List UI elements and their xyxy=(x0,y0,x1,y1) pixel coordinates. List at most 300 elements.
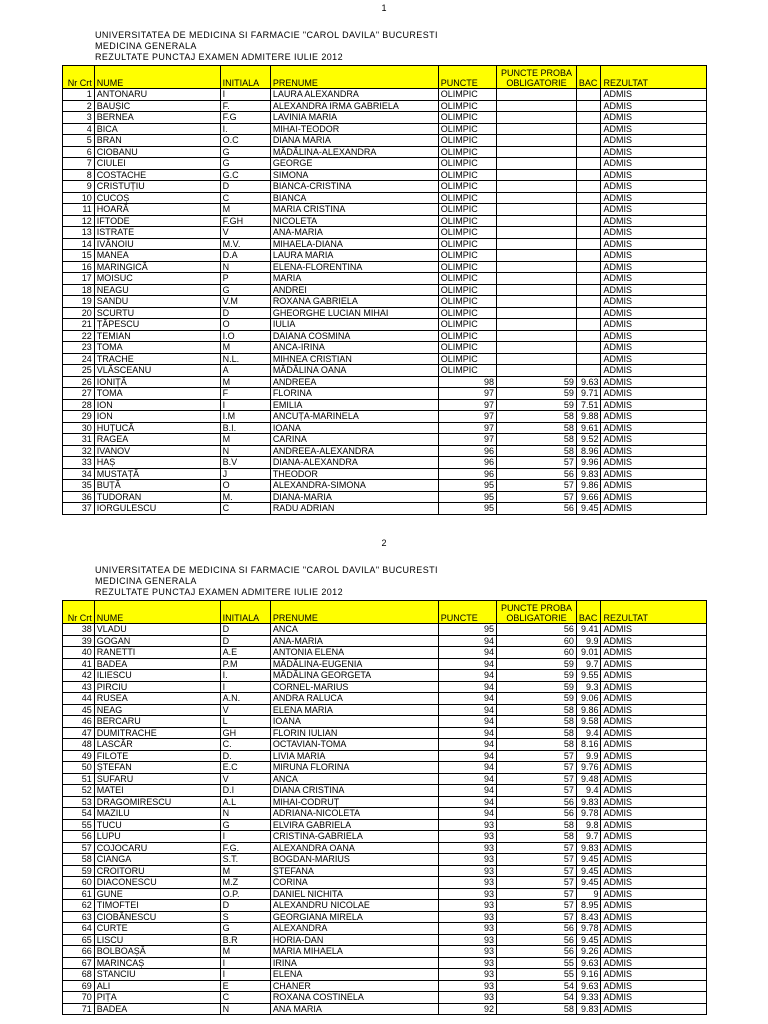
cell-initiala: G.C xyxy=(220,169,270,181)
cell-bac xyxy=(576,100,601,112)
cell-prenume: FLORIN IULIAN xyxy=(270,727,438,739)
col-prenume: PRENUME xyxy=(270,66,438,89)
cell-rezultat: ADMIS xyxy=(601,716,707,728)
cell-rezultat: ADMIS xyxy=(601,123,707,135)
cell-rezultat: ADMIS xyxy=(601,192,707,204)
cell-bac xyxy=(576,192,601,204)
table-row xyxy=(63,716,707,728)
cell-nr: 28 xyxy=(63,399,95,411)
cell-nume: MANEA xyxy=(94,250,220,262)
cell-prenume: ANDRA RALUCA xyxy=(270,693,438,705)
header-university: UNIVERSITATEA DE MEDICINA SI FARMACIE "CAROL DAVILA" BUCURESTI xyxy=(95,565,438,575)
cell-puncte: 93 xyxy=(438,865,496,877)
cell-puncte: OLIMPIC xyxy=(438,169,496,181)
cell-rezultat: ADMIS xyxy=(601,785,707,797)
cell-obligatorie: 57 xyxy=(497,865,577,877)
cell-bac: 9.06 xyxy=(576,693,601,705)
cell-bac: 8.95 xyxy=(576,900,601,912)
cell-nume: LISCU xyxy=(94,934,220,946)
cell-bac: 9.76 xyxy=(576,762,601,774)
cell-obligatorie: 58 xyxy=(497,704,577,716)
cell-nume: GOGAN xyxy=(94,635,220,647)
cell-initiala: C xyxy=(220,192,270,204)
cell-initiala: A.N. xyxy=(220,693,270,705)
table-row xyxy=(63,750,707,762)
cell-initiala: C. xyxy=(220,739,270,751)
cell-nr: 10 xyxy=(63,192,95,204)
cell-initiala: S xyxy=(220,911,270,923)
table-header-row xyxy=(63,601,707,624)
cell-obligatorie: 57 xyxy=(497,900,577,912)
cell-nume: TRACHE xyxy=(94,353,220,365)
cell-puncte: 94 xyxy=(438,693,496,705)
cell-initiala: I.O xyxy=(220,330,270,342)
cell-rezultat: ADMIS xyxy=(601,911,707,923)
cell-prenume: DIANA CRISTINA xyxy=(270,785,438,797)
cell-bac: 9.58 xyxy=(576,716,601,728)
cell-bac: 9.26 xyxy=(576,946,601,958)
table-row xyxy=(63,434,707,446)
col-obligatorie: PUNCTE PROBA OBLIGATORIE xyxy=(497,601,577,624)
cell-puncte: 93 xyxy=(438,900,496,912)
table-row xyxy=(63,480,707,492)
col-initiala: INITIALA xyxy=(220,601,270,624)
cell-nr: 4 xyxy=(63,123,95,135)
cell-initiala: F.G xyxy=(220,112,270,124)
cell-obligatorie: 56 xyxy=(497,796,577,808)
cell-nr: 70 xyxy=(63,992,95,1004)
cell-nume: IVANOV xyxy=(94,445,220,457)
cell-obligatorie xyxy=(497,330,577,342)
cell-prenume: GHEORGHE LUCIAN MIHAI xyxy=(270,307,438,319)
cell-prenume: ANDREEA xyxy=(270,376,438,388)
cell-puncte: 95 xyxy=(438,480,496,492)
cell-prenume: OCTAVIAN-TOMA xyxy=(270,739,438,751)
cell-rezultat: ADMIS xyxy=(601,681,707,693)
cell-puncte: 94 xyxy=(438,670,496,682)
cell-rezultat: ADMIS xyxy=(601,411,707,423)
cell-bac xyxy=(576,238,601,250)
cell-prenume: ANDREEA-ALEXANDRA xyxy=(270,445,438,457)
cell-nume: DRAGOMIRESCU xyxy=(94,796,220,808)
col-nume: NUME xyxy=(94,601,220,624)
cell-puncte: OLIMPIC xyxy=(438,273,496,285)
cell-initiala: O.C xyxy=(220,135,270,147)
table-row xyxy=(63,946,707,958)
cell-nume: ION xyxy=(94,411,220,423)
table-row xyxy=(63,215,707,227)
table-row xyxy=(63,192,707,204)
cell-nr: 58 xyxy=(63,854,95,866)
cell-rezultat: ADMIS xyxy=(601,215,707,227)
cell-nume: RUSEA xyxy=(94,693,220,705)
cell-rezultat: ADMIS xyxy=(601,457,707,469)
cell-nr: 40 xyxy=(63,647,95,659)
cell-obligatorie xyxy=(497,89,577,101)
cell-bac: 9.66 xyxy=(576,491,601,503)
cell-bac: 9.45 xyxy=(576,503,601,515)
cell-puncte: 93 xyxy=(438,911,496,923)
cell-obligatorie: 57 xyxy=(497,750,577,762)
header-faculty: MEDICINA GENERALA xyxy=(95,41,197,51)
cell-bac xyxy=(576,204,601,216)
cell-puncte: 92 xyxy=(438,1003,496,1015)
cell-initiala: D xyxy=(220,900,270,912)
table-row xyxy=(63,819,707,831)
cell-initiala: N xyxy=(220,1003,270,1015)
cell-puncte: OLIMPIC xyxy=(438,100,496,112)
cell-nr: 32 xyxy=(63,445,95,457)
cell-nume: GUNE xyxy=(94,888,220,900)
cell-rezultat: ADMIS xyxy=(601,796,707,808)
cell-nr: 8 xyxy=(63,169,95,181)
table-row xyxy=(63,503,707,515)
cell-nr: 31 xyxy=(63,434,95,446)
cell-obligatorie xyxy=(497,296,577,308)
cell-rezultat: ADMIS xyxy=(601,135,707,147)
cell-nume: TIMOFTEI xyxy=(94,900,220,912)
cell-prenume: MIHAELA-DIANA xyxy=(270,238,438,250)
cell-puncte: OLIMPIC xyxy=(438,284,496,296)
cell-initiala: C xyxy=(220,503,270,515)
table-header-row xyxy=(63,66,707,89)
table-row xyxy=(63,468,707,480)
table-row xyxy=(63,491,707,503)
cell-bac: 9.78 xyxy=(576,808,601,820)
table-row xyxy=(63,250,707,262)
cell-nume: IFTODE xyxy=(94,215,220,227)
cell-puncte: OLIMPIC xyxy=(438,204,496,216)
cell-bac xyxy=(576,330,601,342)
cell-bac: 9.16 xyxy=(576,969,601,981)
cell-nume: DIACONESCU xyxy=(94,877,220,889)
cell-rezultat: ADMIS xyxy=(601,296,707,308)
cell-nume: SUFARU xyxy=(94,773,220,785)
cell-obligatorie: 54 xyxy=(497,992,577,1004)
table-row xyxy=(63,877,707,889)
cell-obligatorie xyxy=(497,250,577,262)
table-row xyxy=(63,635,707,647)
cell-nr: 37 xyxy=(63,503,95,515)
cell-prenume: MARIA CRISTINA xyxy=(270,204,438,216)
col-rezultat: REZULTAT xyxy=(601,601,707,624)
cell-obligatorie xyxy=(497,307,577,319)
cell-nume: BERNEA xyxy=(94,112,220,124)
cell-prenume: ROXANA GABRIELA xyxy=(270,296,438,308)
cell-nr: 15 xyxy=(63,250,95,262)
cell-initiala: V xyxy=(220,704,270,716)
cell-rezultat: ADMIS xyxy=(601,468,707,480)
cell-bac: 9.48 xyxy=(576,773,601,785)
cell-puncte: 98 xyxy=(438,376,496,388)
cell-puncte: 93 xyxy=(438,888,496,900)
cell-bac: 8.96 xyxy=(576,445,601,457)
cell-nume: SANDU xyxy=(94,296,220,308)
cell-nr: 7 xyxy=(63,158,95,170)
cell-puncte: 94 xyxy=(438,716,496,728)
table-row xyxy=(63,808,707,820)
cell-puncte: OLIMPIC xyxy=(438,158,496,170)
cell-obligatorie xyxy=(497,181,577,193)
cell-prenume: ȘTEFANA xyxy=(270,865,438,877)
cell-obligatorie xyxy=(497,353,577,365)
cell-puncte: 93 xyxy=(438,957,496,969)
cell-initiala: A.L xyxy=(220,796,270,808)
cell-obligatorie: 59 xyxy=(497,399,577,411)
cell-obligatorie: 58 xyxy=(497,1003,577,1015)
cell-puncte: OLIMPIC xyxy=(438,215,496,227)
cell-nume: IORGULESCU xyxy=(94,503,220,515)
cell-rezultat: ADMIS xyxy=(601,854,707,866)
cell-puncte: 95 xyxy=(438,624,496,636)
table-row xyxy=(63,388,707,400)
table-row xyxy=(63,681,707,693)
table-row xyxy=(63,647,707,659)
cell-nume: LUPU xyxy=(94,831,220,843)
cell-rezultat: ADMIS xyxy=(601,727,707,739)
cell-bac: 9.3 xyxy=(576,681,601,693)
table-row xyxy=(63,238,707,250)
cell-puncte: 93 xyxy=(438,946,496,958)
table-row xyxy=(63,273,707,285)
cell-nr: 43 xyxy=(63,681,95,693)
cell-rezultat: ADMIS xyxy=(601,865,707,877)
cell-nume: VLĂSCEANU xyxy=(94,365,220,377)
cell-nr: 6 xyxy=(63,146,95,158)
cell-initiala: O.P. xyxy=(220,888,270,900)
cell-prenume: IOANA xyxy=(270,422,438,434)
cell-bac: 9.45 xyxy=(576,854,601,866)
cell-nr: 27 xyxy=(63,388,95,400)
cell-nr: 48 xyxy=(63,739,95,751)
table-row xyxy=(63,169,707,181)
cell-bac xyxy=(576,284,601,296)
col-initiala: INITIALA xyxy=(220,66,270,89)
cell-nume: HAȘ xyxy=(94,457,220,469)
cell-nr: 26 xyxy=(63,376,95,388)
cell-prenume: THEODOR xyxy=(270,468,438,480)
cell-initiala: V xyxy=(220,773,270,785)
cell-bac: 9.41 xyxy=(576,624,601,636)
cell-initiala: D xyxy=(220,635,270,647)
cell-prenume: MARIA xyxy=(270,273,438,285)
cell-nr: 16 xyxy=(63,261,95,273)
cell-initiala: F.G. xyxy=(220,842,270,854)
table-row xyxy=(63,796,707,808)
cell-puncte: OLIMPIC xyxy=(438,192,496,204)
cell-rezultat: ADMIS xyxy=(601,491,707,503)
cell-rezultat: ADMIS xyxy=(601,900,707,912)
cell-rezultat: ADMIS xyxy=(601,169,707,181)
table-row xyxy=(63,330,707,342)
cell-nr: 45 xyxy=(63,704,95,716)
cell-obligatorie xyxy=(497,273,577,285)
cell-bac xyxy=(576,146,601,158)
cell-rezultat: ADMIS xyxy=(601,670,707,682)
cell-prenume: ANA MARIA xyxy=(270,1003,438,1015)
cell-obligatorie: 55 xyxy=(497,969,577,981)
cell-obligatorie: 56 xyxy=(497,624,577,636)
cell-puncte: 94 xyxy=(438,762,496,774)
cell-initiala: A xyxy=(220,365,270,377)
cell-initiala: G xyxy=(220,819,270,831)
table-row xyxy=(63,399,707,411)
cell-nr: 63 xyxy=(63,911,95,923)
cell-puncte: OLIMPIC xyxy=(438,296,496,308)
table-row xyxy=(63,670,707,682)
cell-bac: 9.4 xyxy=(576,785,601,797)
cell-puncte: OLIMPIC xyxy=(438,330,496,342)
cell-obligatorie xyxy=(497,215,577,227)
cell-rezultat: ADMIS xyxy=(601,273,707,285)
cell-bac xyxy=(576,169,601,181)
cell-bac xyxy=(576,342,601,354)
cell-puncte: OLIMPIC xyxy=(438,365,496,377)
table-row xyxy=(63,457,707,469)
cell-nume: VLADU xyxy=(94,624,220,636)
cell-rezultat: ADMIS xyxy=(601,819,707,831)
cell-bac: 9 xyxy=(576,888,601,900)
cell-obligatorie xyxy=(497,227,577,239)
table-row xyxy=(63,112,707,124)
cell-initiala: L xyxy=(220,716,270,728)
cell-bac: 9.63 xyxy=(576,980,601,992)
cell-initiala: M xyxy=(220,434,270,446)
cell-obligatorie: 59 xyxy=(497,658,577,670)
results-table xyxy=(62,600,707,1015)
cell-rezultat: ADMIS xyxy=(601,434,707,446)
cell-initiala: N.L. xyxy=(220,353,270,365)
table-row xyxy=(63,854,707,866)
cell-bac xyxy=(576,307,601,319)
cell-rezultat: ADMIS xyxy=(601,445,707,457)
cell-initiala: E xyxy=(220,980,270,992)
cell-bac: 8.16 xyxy=(576,739,601,751)
cell-rezultat: ADMIS xyxy=(601,100,707,112)
cell-initiala: I xyxy=(220,957,270,969)
cell-initiala: I xyxy=(220,399,270,411)
cell-initiala: N xyxy=(220,808,270,820)
cell-initiala: M.V. xyxy=(220,238,270,250)
cell-initiala: G xyxy=(220,158,270,170)
col-bac: BAC xyxy=(576,66,601,89)
cell-obligatorie: 57 xyxy=(497,762,577,774)
cell-obligatorie: 58 xyxy=(497,819,577,831)
cell-initiala: O xyxy=(220,480,270,492)
cell-puncte: OLIMPIC xyxy=(438,261,496,273)
cell-prenume: LAURA MARIA xyxy=(270,250,438,262)
table-row xyxy=(63,100,707,112)
cell-prenume: GEORGIANA MIRELA xyxy=(270,911,438,923)
cell-nume: ISTRATE xyxy=(94,227,220,239)
cell-nr: 38 xyxy=(63,624,95,636)
cell-initiala: G xyxy=(220,146,270,158)
cell-nume: COJOCARU xyxy=(94,842,220,854)
cell-rezultat: ADMIS xyxy=(601,934,707,946)
cell-initiala: V.M xyxy=(220,296,270,308)
cell-prenume: ANTONIA ELENA xyxy=(270,647,438,659)
cell-nume: BADEA xyxy=(94,1003,220,1015)
cell-rezultat: ADMIS xyxy=(601,624,707,636)
cell-obligatorie: 57 xyxy=(497,854,577,866)
cell-nume: COSTACHE xyxy=(94,169,220,181)
cell-nr: 24 xyxy=(63,353,95,365)
cell-bac: 9.63 xyxy=(576,376,601,388)
cell-nr: 51 xyxy=(63,773,95,785)
header-faculty: MEDICINA GENERALA xyxy=(95,576,197,586)
cell-nume: PIȚA xyxy=(94,992,220,1004)
cell-rezultat: ADMIS xyxy=(601,831,707,843)
cell-nr: 53 xyxy=(63,796,95,808)
cell-puncte: 94 xyxy=(438,750,496,762)
cell-bac xyxy=(576,261,601,273)
table-row xyxy=(63,135,707,147)
cell-prenume: DIANA-ALEXANDRA xyxy=(270,457,438,469)
table-row xyxy=(63,261,707,273)
cell-initiala: B.R xyxy=(220,934,270,946)
cell-puncte: 97 xyxy=(438,422,496,434)
cell-prenume: MĂDĂLINA GEORGETA xyxy=(270,670,438,682)
cell-nume: MARINCAȘ xyxy=(94,957,220,969)
cell-bac: 9.83 xyxy=(576,468,601,480)
cell-obligatorie: 56 xyxy=(497,946,577,958)
cell-nr: 19 xyxy=(63,296,95,308)
cell-obligatorie: 56 xyxy=(497,468,577,480)
cell-prenume: CHANER xyxy=(270,980,438,992)
cell-obligatorie xyxy=(497,112,577,124)
cell-puncte: 93 xyxy=(438,934,496,946)
table-row xyxy=(63,934,707,946)
cell-nume: ILIESCU xyxy=(94,670,220,682)
table-row xyxy=(63,785,707,797)
document-header xyxy=(95,30,438,63)
cell-rezultat: ADMIS xyxy=(601,480,707,492)
cell-obligatorie xyxy=(497,100,577,112)
cell-obligatorie: 58 xyxy=(497,411,577,423)
table-row xyxy=(63,319,707,331)
cell-prenume: DIANA-MARIA xyxy=(270,491,438,503)
cell-prenume: ADRIANA-NICOLETA xyxy=(270,808,438,820)
cell-obligatorie xyxy=(497,123,577,135)
cell-bac: 9.63 xyxy=(576,957,601,969)
cell-nume: FILOTE xyxy=(94,750,220,762)
cell-bac: 9.4 xyxy=(576,727,601,739)
cell-prenume: GEORGE xyxy=(270,158,438,170)
cell-obligatorie: 58 xyxy=(497,434,577,446)
table-row xyxy=(63,204,707,216)
cell-nr: 44 xyxy=(63,693,95,705)
cell-prenume: CRISTINA-GABRIELA xyxy=(270,831,438,843)
cell-obligatorie xyxy=(497,261,577,273)
cell-bac xyxy=(576,319,601,331)
cell-nr: 60 xyxy=(63,877,95,889)
cell-obligatorie: 56 xyxy=(497,808,577,820)
cell-nume: RANETTI xyxy=(94,647,220,659)
cell-nume: CRISTUȚIU xyxy=(94,181,220,193)
table-row xyxy=(63,158,707,170)
table-row xyxy=(63,842,707,854)
cell-nr: 36 xyxy=(63,491,95,503)
cell-rezultat: ADMIS xyxy=(601,204,707,216)
cell-puncte: 97 xyxy=(438,411,496,423)
cell-nr: 49 xyxy=(63,750,95,762)
table-row xyxy=(63,353,707,365)
table-row xyxy=(63,888,707,900)
cell-nume: CROITORU xyxy=(94,865,220,877)
cell-puncte: 95 xyxy=(438,491,496,503)
cell-rezultat: ADMIS xyxy=(601,1003,707,1015)
cell-prenume: BIANCA xyxy=(270,192,438,204)
